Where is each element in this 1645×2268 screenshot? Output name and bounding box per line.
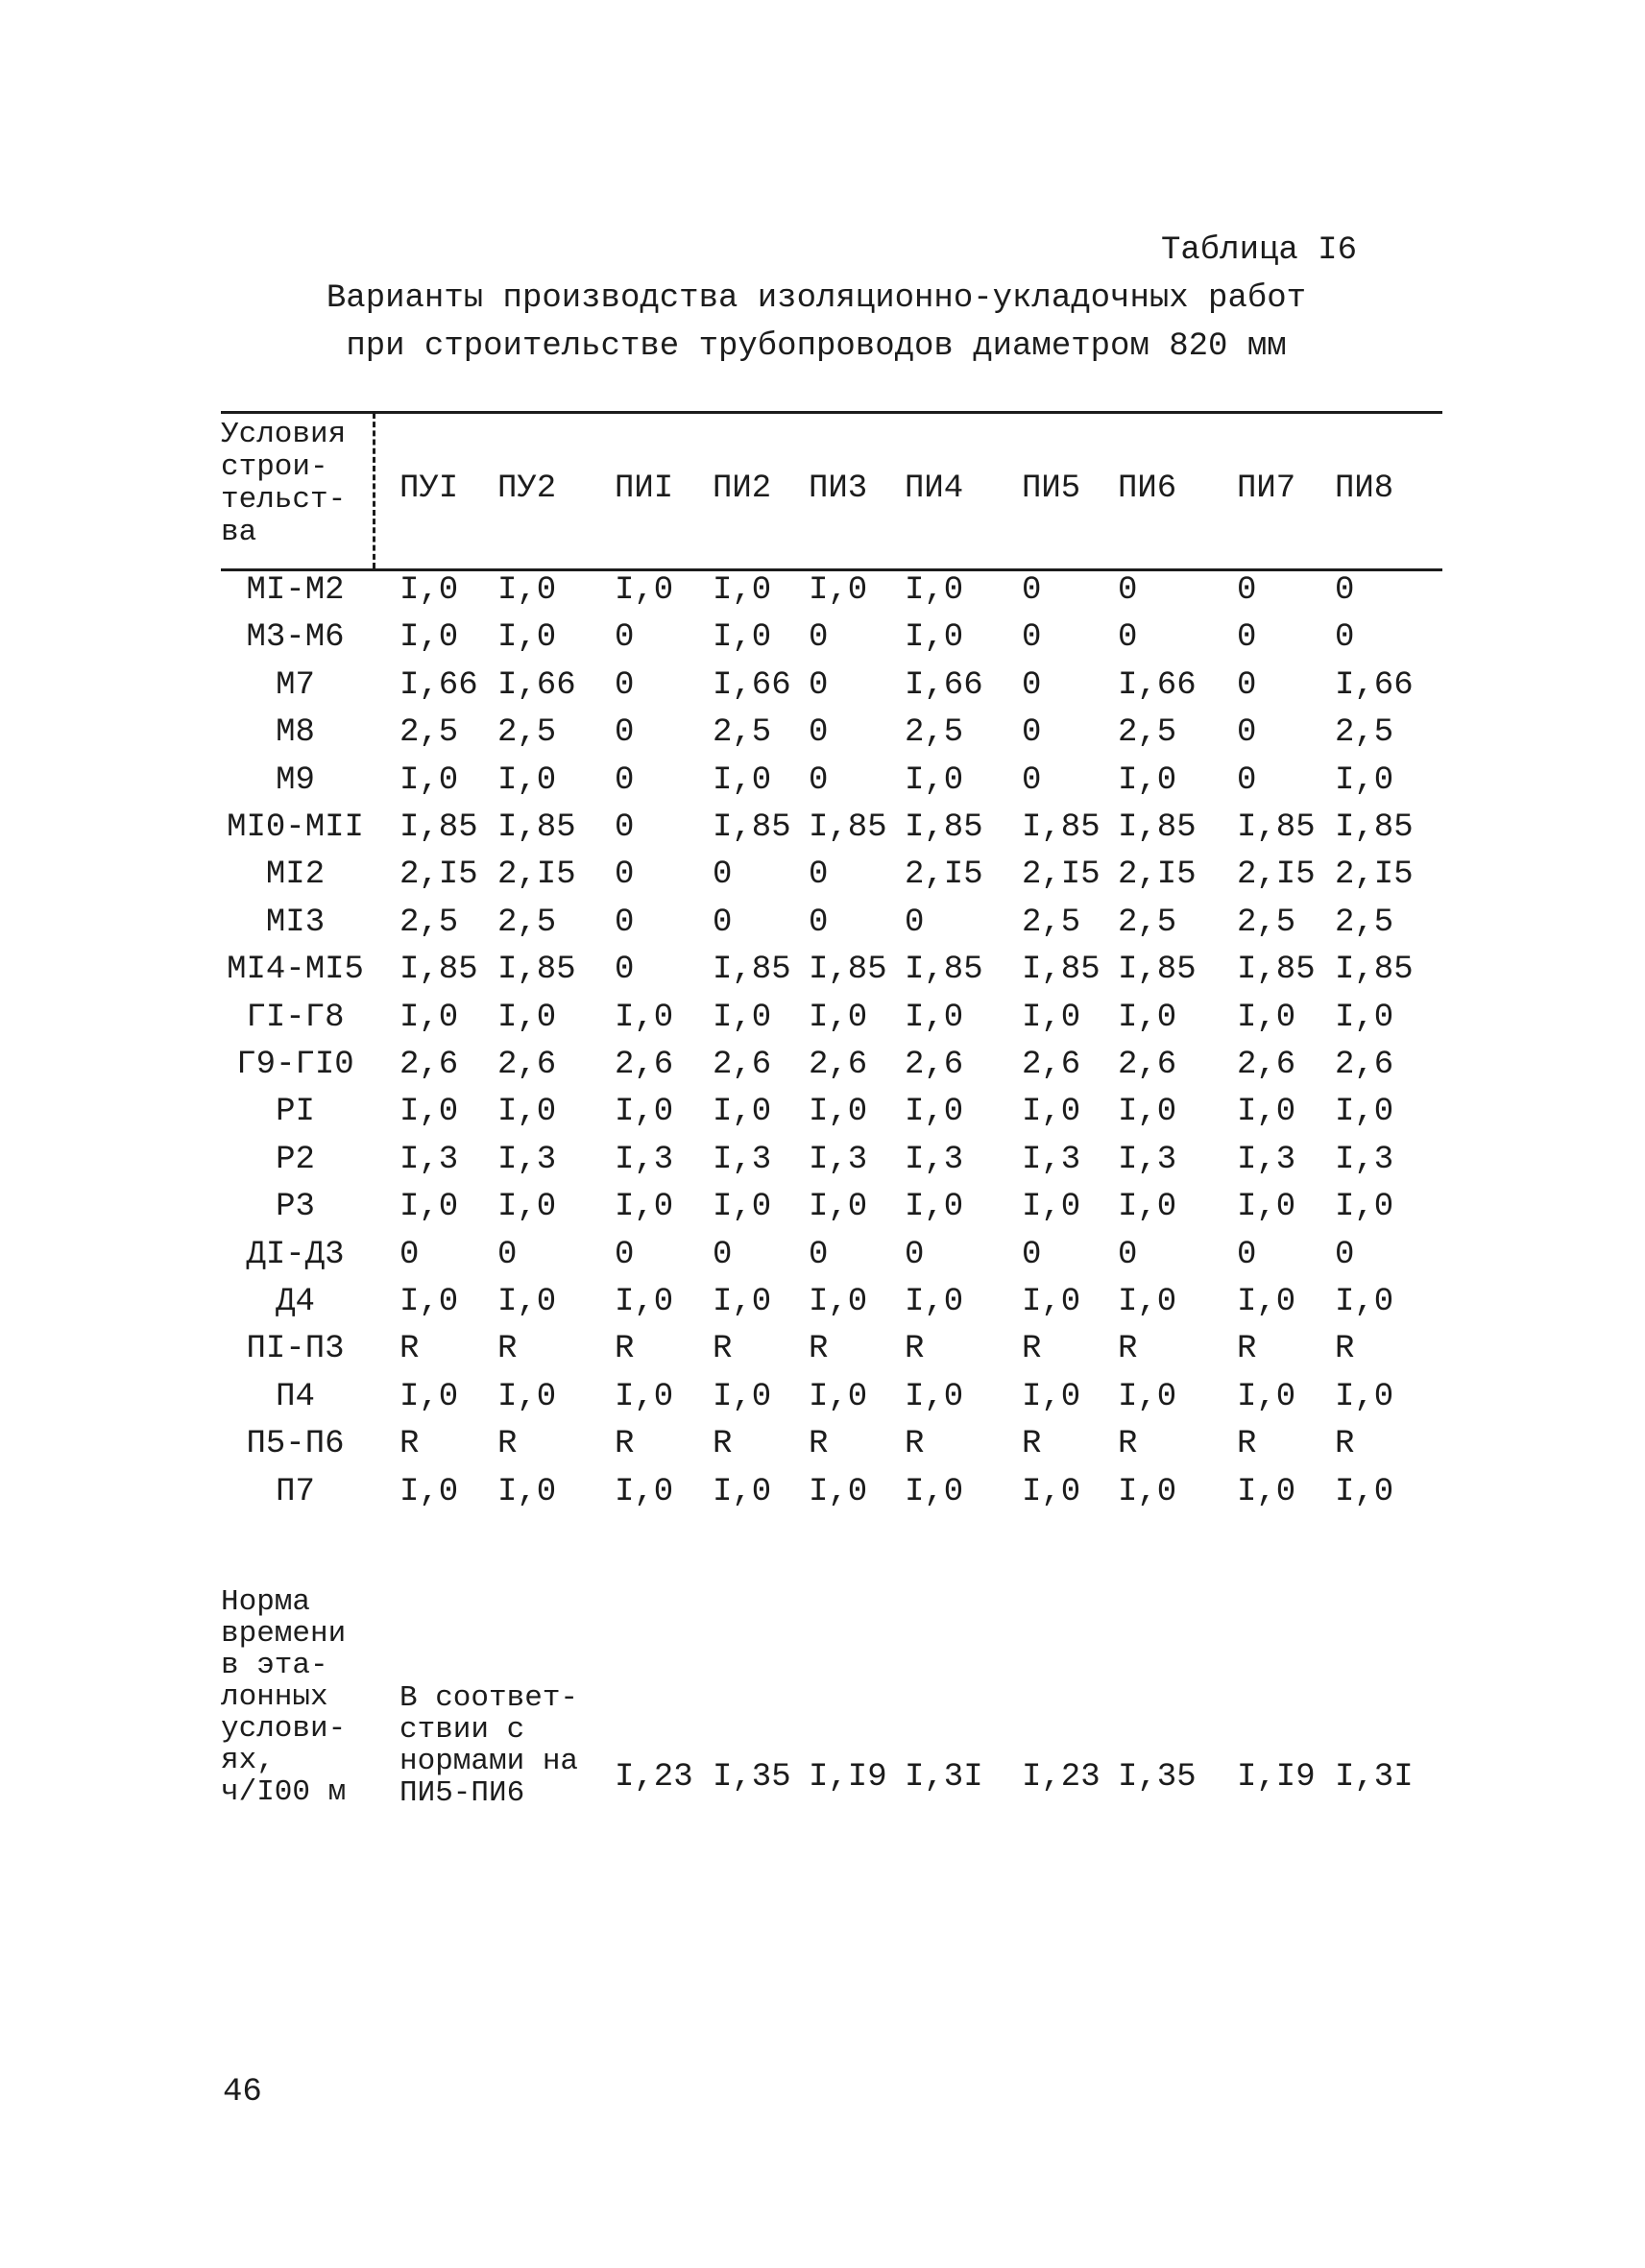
table-cell: R xyxy=(713,1331,733,1367)
table-cell: I,0 xyxy=(1022,1474,1081,1510)
table-cell: 0 xyxy=(1237,714,1257,751)
table-cell: I,0 xyxy=(497,1379,557,1415)
page-number: 46 xyxy=(223,2074,262,2111)
row-label: МI3 xyxy=(265,905,326,941)
table-cell: I,66 xyxy=(905,667,983,704)
table-cell: R xyxy=(399,1331,420,1367)
table-cell: I,85 xyxy=(1335,809,1414,846)
table-cell: I,85 xyxy=(1237,952,1316,988)
table-cell: 0 xyxy=(615,857,635,893)
table-cell: R xyxy=(809,1331,829,1367)
row-label: Р2 xyxy=(276,1142,315,1178)
table-cell: 0 xyxy=(399,1237,420,1273)
table-cell: R xyxy=(1118,1426,1138,1462)
table-cell: 2,I5 xyxy=(905,857,983,893)
table-cell: 2,6 xyxy=(1237,1047,1296,1083)
table-cell: I,0 xyxy=(1237,1284,1296,1320)
table-cell: I,85 xyxy=(1022,952,1101,988)
table-cell: I,0 xyxy=(497,572,557,609)
row-label: ПI-П3 xyxy=(246,1331,345,1367)
table-cell: 2,I5 xyxy=(497,857,576,893)
norm-value: I,35 xyxy=(1118,1759,1197,1796)
table-cell: I,0 xyxy=(809,572,868,609)
table-cell: I,0 xyxy=(1118,762,1177,799)
table-cell: 2,6 xyxy=(615,1047,674,1083)
norm-value: I,3I xyxy=(1335,1759,1414,1796)
table-cell: I,0 xyxy=(497,1094,557,1130)
table-cell: R xyxy=(615,1426,635,1462)
table-cell: I,0 xyxy=(399,1284,459,1320)
table-cell: I,0 xyxy=(497,619,557,656)
column-header: ПИ8 xyxy=(1335,470,1394,507)
row-label: МI2 xyxy=(265,857,326,893)
row-label: ДI-Д3 xyxy=(246,1237,345,1273)
table-cell: I,0 xyxy=(1118,1189,1177,1225)
table-cell: I,0 xyxy=(497,1474,557,1510)
table-cell: 2,6 xyxy=(809,1047,868,1083)
table-cell: 2,5 xyxy=(1335,905,1394,941)
table-title-line-1: Варианты производства изоляционно-укладочных работ xyxy=(326,280,1307,317)
norm-value: I,23 xyxy=(1022,1759,1101,1796)
table-cell: 2,6 xyxy=(497,1047,557,1083)
table-cell: I,85 xyxy=(905,809,983,846)
table-cell: I,3 xyxy=(399,1142,459,1178)
table-cell: I,3 xyxy=(497,1142,557,1178)
column-header: ПИ4 xyxy=(905,470,964,507)
table-cell: 0 xyxy=(809,762,829,799)
row-label: М9 xyxy=(276,762,315,799)
table-cell: I,0 xyxy=(615,1094,674,1130)
table-cell: 0 xyxy=(713,857,733,893)
table-cell: I,0 xyxy=(615,1000,674,1036)
table-cell: I,0 xyxy=(713,1379,772,1415)
table-cell: I,0 xyxy=(809,1189,868,1225)
table-cell: I,0 xyxy=(1237,1379,1296,1415)
table-cell: 0 xyxy=(615,952,635,988)
table-cell: R xyxy=(905,1426,925,1462)
norm-value: I,3I xyxy=(905,1759,983,1796)
table-cell: 2,I5 xyxy=(1022,857,1101,893)
table-cell: R xyxy=(497,1331,518,1367)
column-header: ПИI xyxy=(615,470,674,507)
column-header: ПИ2 xyxy=(713,470,772,507)
row-label: РI xyxy=(276,1094,315,1130)
table-cell: 0 xyxy=(1022,762,1042,799)
row-label: М3-М6 xyxy=(246,619,345,656)
norm-note: В соответ- ствии с нормами на ПИ5-ПИ6 xyxy=(399,1681,579,1810)
table-cell: 0 xyxy=(497,1237,518,1273)
table-cell: I,0 xyxy=(399,762,459,799)
table-cell: 0 xyxy=(809,905,829,941)
table-cell: 2,5 xyxy=(399,905,459,941)
table-cell: 0 xyxy=(905,1237,925,1273)
table-cell: I,0 xyxy=(1022,1000,1081,1036)
table-cell: 0 xyxy=(615,1237,635,1273)
table-cell: I,0 xyxy=(1118,1094,1177,1130)
table-cell: I,66 xyxy=(399,667,478,704)
table-cell: I,66 xyxy=(1335,667,1414,704)
table-cell: I,0 xyxy=(713,1189,772,1225)
table-cell: I,0 xyxy=(905,572,964,609)
table-cell: I,0 xyxy=(399,1094,459,1130)
table-cell: I,0 xyxy=(1335,1474,1394,1510)
table-cell: I,0 xyxy=(905,1474,964,1510)
table-cell: I,0 xyxy=(1237,1094,1296,1130)
table-cell: I,0 xyxy=(399,1189,459,1225)
table-cell: 0 xyxy=(1022,667,1042,704)
table-cell: I,3 xyxy=(615,1142,674,1178)
table-cell: 0 xyxy=(1335,619,1355,656)
table-cell: I,0 xyxy=(713,1000,772,1036)
table-cell: 2,I5 xyxy=(1237,857,1316,893)
table-cell: I,0 xyxy=(615,1284,674,1320)
table-cell: I,0 xyxy=(399,1000,459,1036)
table-title-line-2: при строительстве трубопроводов диаметром 820 мм xyxy=(346,328,1287,365)
table-cell: 2,6 xyxy=(1335,1047,1394,1083)
table-cell: 0 xyxy=(615,714,635,751)
table-cell: R xyxy=(1118,1331,1138,1367)
table-cell: I,0 xyxy=(809,1474,868,1510)
table-cell: I,0 xyxy=(1237,1189,1296,1225)
table-cell: I,3 xyxy=(713,1142,772,1178)
row-label: М7 xyxy=(276,667,315,704)
row-label: П5-П6 xyxy=(246,1426,345,1462)
table-cell: I,0 xyxy=(905,1000,964,1036)
norm-value: I,23 xyxy=(615,1759,693,1796)
table-cell: I,0 xyxy=(1335,1000,1394,1036)
column-header: ПУ2 xyxy=(497,470,557,507)
table-cell: I,85 xyxy=(1022,809,1101,846)
row-label: П4 xyxy=(276,1379,315,1415)
table-cell: 2,5 xyxy=(1237,905,1296,941)
row-label: П7 xyxy=(276,1474,315,1510)
table-cell: I,0 xyxy=(1118,1474,1177,1510)
row-label: ГI-Г8 xyxy=(246,1000,345,1036)
table-cell: R xyxy=(497,1426,518,1462)
table-cell: R xyxy=(905,1331,925,1367)
table-cell: I,0 xyxy=(399,619,459,656)
table-cell: 0 xyxy=(1118,619,1138,656)
table-cell: I,85 xyxy=(1237,809,1316,846)
table-cell: I,0 xyxy=(399,1474,459,1510)
table-cell: 2,I5 xyxy=(1335,857,1414,893)
table-cell: I,0 xyxy=(1022,1379,1081,1415)
table-cell: I,85 xyxy=(399,809,478,846)
table-cell: 2,6 xyxy=(905,1047,964,1083)
table-cell: 0 xyxy=(1335,572,1355,609)
table-cell: I,0 xyxy=(713,1474,772,1510)
table-cell: I,0 xyxy=(1237,1474,1296,1510)
table-cell: I,85 xyxy=(1335,952,1414,988)
table-cell: I,85 xyxy=(497,809,576,846)
table-cell: 0 xyxy=(615,619,635,656)
table-cell: 0 xyxy=(809,619,829,656)
stub-header: Условия строи- тельст- ва xyxy=(221,418,347,549)
table-cell: R xyxy=(713,1426,733,1462)
table-cell: I,85 xyxy=(809,809,887,846)
table-cell: 0 xyxy=(713,1237,733,1273)
table-cell: I,0 xyxy=(399,1379,459,1415)
table-cell: I,0 xyxy=(809,1000,868,1036)
table-cell: I,0 xyxy=(905,1379,964,1415)
table-cell: 0 xyxy=(809,1237,829,1273)
table-cell: 0 xyxy=(809,667,829,704)
table-cell: I,0 xyxy=(1118,1379,1177,1415)
column-header: ПУI xyxy=(399,470,459,507)
row-label: Д4 xyxy=(276,1284,315,1320)
table-cell: 0 xyxy=(615,905,635,941)
row-label: М8 xyxy=(276,714,315,751)
table-cell: 0 xyxy=(615,762,635,799)
table-cell: I,0 xyxy=(1237,1000,1296,1036)
table-cell: 0 xyxy=(615,667,635,704)
norm-value: I,I9 xyxy=(809,1759,887,1796)
table-cell: I,85 xyxy=(809,952,887,988)
table-cell: I,0 xyxy=(1118,1284,1177,1320)
table-cell: I,66 xyxy=(1118,667,1197,704)
table-cell: I,0 xyxy=(1022,1284,1081,1320)
table-cell: I,0 xyxy=(1335,1379,1394,1415)
table-cell: 0 xyxy=(1237,1237,1257,1273)
table-cell: I,3 xyxy=(1022,1142,1081,1178)
table-cell: I,0 xyxy=(1335,1284,1394,1320)
table-cell: I,0 xyxy=(1118,1000,1177,1036)
table-cell: 0 xyxy=(1237,762,1257,799)
table-header-rule xyxy=(221,568,1442,571)
table-cell: I,85 xyxy=(497,952,576,988)
table-cell: I,3 xyxy=(809,1142,868,1178)
table-cell: 2,5 xyxy=(1335,714,1394,751)
table-cell: 2,I5 xyxy=(399,857,478,893)
table-cell: I,3 xyxy=(1335,1142,1394,1178)
norm-value: I,I9 xyxy=(1237,1759,1316,1796)
table-cell: I,85 xyxy=(1118,952,1197,988)
table-cell: I,0 xyxy=(497,1000,557,1036)
table-cell: I,0 xyxy=(1335,762,1394,799)
table-cell: I,0 xyxy=(497,1284,557,1320)
table-cell: 0 xyxy=(1237,619,1257,656)
table-cell: 0 xyxy=(1022,714,1042,751)
table-cell: 0 xyxy=(1022,619,1042,656)
table-cell: I,0 xyxy=(713,1094,772,1130)
table-cell: I,0 xyxy=(713,1284,772,1320)
table-cell: 2,5 xyxy=(1118,905,1177,941)
table-cell: I,85 xyxy=(1118,809,1197,846)
table-cell: R xyxy=(1237,1331,1257,1367)
table-cell: 0 xyxy=(1335,1237,1355,1273)
table-cell: I,0 xyxy=(905,1189,964,1225)
table-cell: 2,5 xyxy=(399,714,459,751)
table-cell: 2,6 xyxy=(1022,1047,1081,1083)
table-cell: 0 xyxy=(713,905,733,941)
table-cell: I,3 xyxy=(905,1142,964,1178)
table-cell: 0 xyxy=(1237,572,1257,609)
column-header: ПИ5 xyxy=(1022,470,1081,507)
row-label: МI-М2 xyxy=(246,572,345,609)
row-label: Г9-ГI0 xyxy=(236,1047,354,1083)
table-cell: R xyxy=(809,1426,829,1462)
table-cell: 0 xyxy=(1022,572,1042,609)
table-cell: I,0 xyxy=(713,619,772,656)
table-cell: I,0 xyxy=(615,1474,674,1510)
table-cell: 0 xyxy=(1022,1237,1042,1273)
table-top-rule xyxy=(221,411,1442,414)
row-label: МI0-МII xyxy=(227,809,364,846)
table-cell: 0 xyxy=(905,905,925,941)
table-cell: I,0 xyxy=(497,762,557,799)
table-cell: I,66 xyxy=(713,667,791,704)
table-cell: I,0 xyxy=(1335,1189,1394,1225)
table-cell: I,85 xyxy=(713,809,791,846)
table-cell: I,0 xyxy=(497,1189,557,1225)
row-label: МI4-МI5 xyxy=(227,952,364,988)
table-label: Таблица I6 xyxy=(1160,232,1357,269)
norm-label: Норма времени в эта- лонных услови- ях, ч/I00 м xyxy=(221,1585,347,1809)
table-cell: 2,I5 xyxy=(1118,857,1197,893)
table-cell: I,0 xyxy=(809,1284,868,1320)
table-cell: 0 xyxy=(809,714,829,751)
column-header: ПИ6 xyxy=(1118,470,1177,507)
table-cell: I,66 xyxy=(497,667,576,704)
table-cell: I,0 xyxy=(905,1094,964,1130)
table-cell: 2,6 xyxy=(1118,1047,1177,1083)
table-cell: 2,5 xyxy=(1022,905,1081,941)
table-cell: 2,6 xyxy=(713,1047,772,1083)
table-cell: I,0 xyxy=(809,1379,868,1415)
table-cell: 2,5 xyxy=(905,714,964,751)
table-cell: 2,5 xyxy=(1118,714,1177,751)
table-cell: 2,5 xyxy=(713,714,772,751)
table-cell: 2,5 xyxy=(497,905,557,941)
table-cell: I,3 xyxy=(1237,1142,1296,1178)
table-cell: R xyxy=(1237,1426,1257,1462)
table-cell: I,0 xyxy=(713,762,772,799)
table-cell: 0 xyxy=(1237,667,1257,704)
table-cell: I,0 xyxy=(615,1189,674,1225)
table-cell: I,0 xyxy=(399,572,459,609)
table-cell: R xyxy=(615,1331,635,1367)
table-cell: I,85 xyxy=(399,952,478,988)
table-cell: 0 xyxy=(1118,572,1138,609)
table-cell: I,0 xyxy=(615,1379,674,1415)
table-cell: I,85 xyxy=(713,952,791,988)
norm-value: I,35 xyxy=(713,1759,791,1796)
table-cell: I,0 xyxy=(1022,1094,1081,1130)
table-cell: R xyxy=(1022,1426,1042,1462)
row-label: Р3 xyxy=(276,1189,315,1225)
table-cell: I,0 xyxy=(905,619,964,656)
table-cell: 0 xyxy=(809,857,829,893)
table-cell: 0 xyxy=(615,809,635,846)
table-cell: I,0 xyxy=(1335,1094,1394,1130)
table-cell: I,0 xyxy=(809,1094,868,1130)
table-cell: I,0 xyxy=(1022,1189,1081,1225)
column-header: ПИ7 xyxy=(1237,470,1296,507)
table-cell: R xyxy=(1335,1331,1355,1367)
table-cell: R xyxy=(1335,1426,1355,1462)
table-cell: R xyxy=(1022,1331,1042,1367)
table-cell: I,0 xyxy=(713,572,772,609)
table-cell: I,3 xyxy=(1118,1142,1177,1178)
table-cell: 0 xyxy=(1118,1237,1138,1273)
table-cell: R xyxy=(399,1426,420,1462)
table-cell: I,0 xyxy=(905,1284,964,1320)
table-cell: 2,5 xyxy=(497,714,557,751)
table-cell: I,0 xyxy=(615,572,674,609)
table-cell: I,0 xyxy=(905,762,964,799)
table-cell: I,85 xyxy=(905,952,983,988)
column-header: ПИ3 xyxy=(809,470,868,507)
table-cell: 2,6 xyxy=(399,1047,459,1083)
